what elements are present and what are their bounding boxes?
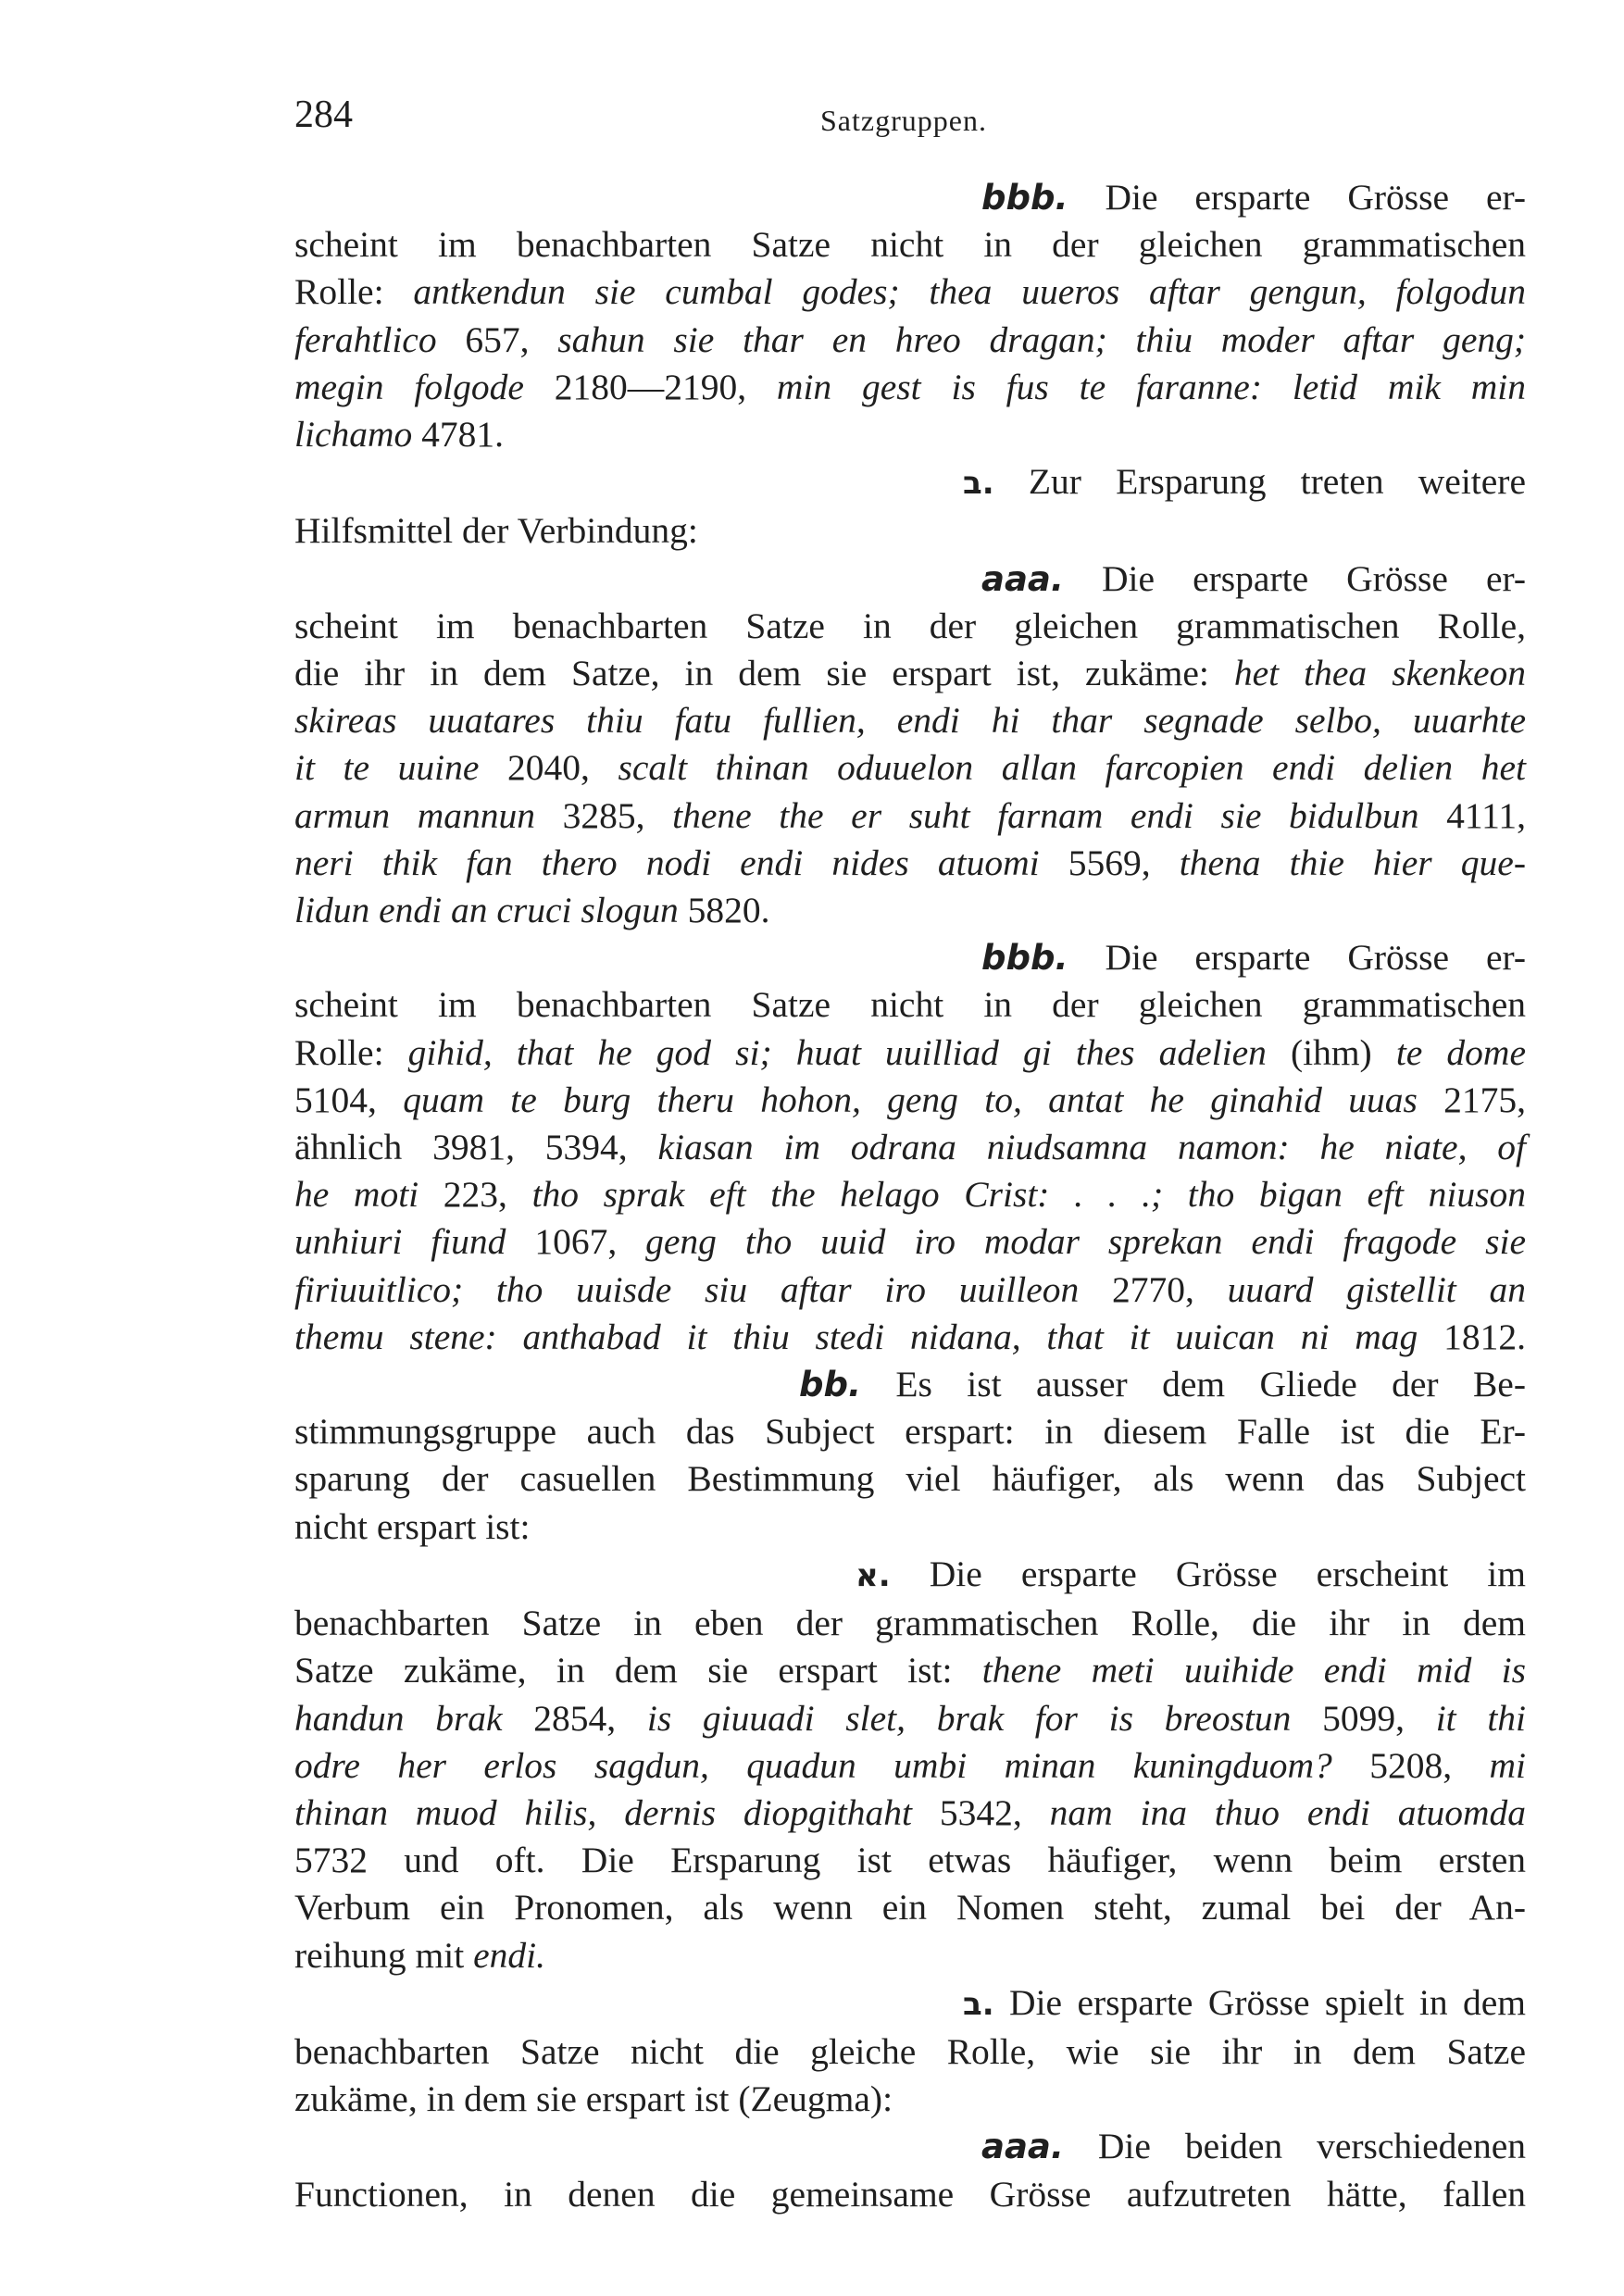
old-saxon-quote: antkendun sie cumbal godes; thea uueros aftar gengun, folgodun	[413, 271, 1526, 313]
old-saxon-quote: lidun endi an cruci slogun	[294, 890, 679, 931]
text-line	[294, 1361, 1526, 1408]
hebrew-marker: ב.	[963, 465, 994, 503]
line-text: Satze zukäme, in dem sie erspart ist:	[294, 1650, 982, 1691]
old-saxon-quote: neri thik fan thero nodi endi nides atuomi	[294, 842, 1040, 883]
line-text: Die beiden verschiedenen	[1063, 2126, 1526, 2167]
verse-number: 5208,	[1331, 1744, 1490, 1786]
old-saxon-quote: unhiuri fiund	[294, 1221, 506, 1263]
verse-number: 2854,	[502, 1697, 647, 1739]
verse-number: 4781.	[412, 414, 505, 455]
hebrew-marker: א.	[856, 1556, 891, 1594]
old-saxon-quote: endi.	[473, 1934, 545, 1976]
text-line	[294, 887, 1526, 934]
line-text: Rolle:	[294, 271, 414, 313]
text-line	[294, 697, 1526, 744]
verse-number: 5342,	[911, 1791, 1050, 1833]
line-text: Rolle:	[294, 1031, 408, 1073]
text-line	[294, 1884, 1526, 1931]
line-text: stimmungsgruppe auch das Subject erspart: in diesem Falle ist die Er-	[294, 1411, 1526, 1453]
old-saxon-quote: scalt thinan oduuelon allan farcopien endi delien het	[618, 747, 1527, 789]
text-line	[294, 1029, 1526, 1077]
section-marker: aaa.	[981, 558, 1064, 599]
verse-number: 5099,	[1291, 1697, 1436, 1739]
line-text: ähnlich 3981, 5394,	[294, 1127, 658, 1168]
text-line	[294, 1077, 1526, 1124]
text-line	[294, 650, 1526, 697]
old-saxon-quote: skireas uuatares thiu fatu fullien, endi hi thar segnade selbo, uuarhte	[294, 700, 1526, 742]
line-text: scheint im benachbarten Satze nicht in der gleichen grammatischen	[294, 224, 1526, 266]
old-saxon-quote: kiasan im odrana niudsamna namon: he niate, of	[657, 1127, 1526, 1168]
verse-number: 1067,	[506, 1221, 646, 1263]
old-saxon-quote: sahun sie thar en hreo dragan; thiu moder aftar geng;	[557, 318, 1527, 360]
text-line	[294, 221, 1526, 268]
line-text: benachbarten Satze in eben der grammatischen Rolle, die ihr in dem	[294, 1603, 1526, 1644]
text-line	[294, 1932, 1526, 1979]
text-line	[294, 1790, 1526, 1837]
text-line	[294, 981, 1526, 1029]
old-saxon-quote: mi	[1489, 1744, 1527, 1786]
old-saxon-quote: gihid, that he god si; huat uuilliad gi thes adelien	[407, 1031, 1267, 1073]
section-marker: bb.	[799, 1365, 862, 1405]
verse-number: 1812.	[1418, 1316, 1527, 1357]
old-saxon-quote: firiuuitlico; tho uuisde siu aftar iro uuilleon	[294, 1268, 1080, 1310]
line-text: Verbum ein Pronomen, als wenn ein Nomen steht, zumal bei der An-	[294, 1887, 1526, 1928]
text-line	[294, 1551, 1526, 1600]
old-saxon-quote: armun mannun	[294, 794, 536, 836]
text-line	[294, 2171, 1526, 2218]
text-line	[294, 555, 1526, 603]
verse-number: 2175,	[1417, 1079, 1527, 1120]
text-line	[294, 411, 1526, 458]
line-text: Hilfsmittel der Verbindung:	[294, 510, 698, 552]
text-line	[294, 1647, 1526, 1694]
line-text: 5732 und oft. Die Ersparung ist etwas häufiger, wenn beim ersten	[294, 1840, 1526, 1881]
text-line	[294, 1837, 1526, 1884]
section-marker: aaa.	[981, 2127, 1064, 2167]
page-header	[294, 93, 1526, 148]
section-marker: bbb.	[981, 938, 1068, 979]
text-line	[294, 603, 1526, 650]
text-line	[294, 2123, 1526, 2170]
text-line	[294, 1171, 1526, 1218]
verse-number: 4111,	[1418, 794, 1527, 836]
old-saxon-quote: nam ina thuo endi atuomda	[1049, 1791, 1526, 1833]
verse-number: 657,	[436, 318, 558, 360]
line-text: Die ersparte Grösse spielt in dem	[993, 1981, 1526, 2023]
text-line	[294, 1979, 1526, 2028]
text-line	[294, 174, 1526, 221]
old-saxon-quote: ferahtlico	[294, 318, 437, 360]
line-text: reihung mit	[294, 1934, 474, 1976]
old-saxon-quote: het thea skenkeon	[1233, 653, 1526, 694]
text-line	[294, 1124, 1526, 1171]
hebrew-marker: ב.	[963, 1985, 994, 2023]
running-title: Satzgruppen.	[820, 104, 987, 137]
line-text: Zur Ersparung treten weitere	[993, 461, 1526, 503]
verse-number: 2040,	[479, 747, 618, 789]
line-text: Es ist ausser dem Gliede der Be-	[861, 1364, 1526, 1405]
line-text: Die ersparte Grösse er-	[1068, 937, 1526, 979]
old-saxon-quote: geng tho uuid iro modar sprekan endi fragode sie	[645, 1221, 1526, 1263]
text-line	[294, 744, 1526, 792]
text-line	[294, 1504, 1526, 1551]
old-saxon-quote: quam te burg theru hohon, geng to, antat he ginahid uuas	[403, 1079, 1418, 1120]
verse-number: 2180—2190,	[523, 366, 777, 407]
text-line	[294, 268, 1526, 316]
text-line	[294, 2076, 1526, 2123]
body-text	[294, 174, 1526, 2218]
line-text: scheint im benachbarten Satze nicht in der gleichen grammatischen	[294, 984, 1526, 1026]
text-line	[294, 1408, 1526, 1455]
old-saxon-quote: themu stene: anthabad it thiu stedi nidana, that it uuican ni mag	[294, 1316, 1418, 1357]
line-text: Die ersparte Grösse er-	[1063, 557, 1526, 599]
text-line	[294, 507, 1526, 555]
text-line	[294, 1742, 1526, 1790]
text-line	[294, 364, 1526, 411]
verse-number: 5104,	[294, 1079, 404, 1120]
text-line	[294, 1455, 1526, 1503]
old-saxon-quote: he moti	[294, 1174, 419, 1216]
verse-number: 2770,	[1079, 1268, 1228, 1310]
old-saxon-quote: tho sprak eft the helago Crist: . . .; tho bigan eft niuson	[531, 1174, 1526, 1216]
page-number: 284	[294, 94, 353, 136]
text-line	[294, 1600, 1526, 1647]
old-saxon-quote: thene meti uuihide endi mid is	[981, 1650, 1526, 1691]
text-line	[294, 2028, 1526, 2076]
line-text: nicht erspart ist:	[294, 1505, 531, 1547]
text-line	[294, 934, 1526, 981]
old-saxon-quote: te dome	[1395, 1031, 1526, 1073]
line-text: zukäme, in dem sie erspart ist (Zeugma):	[294, 2078, 893, 2120]
line-text: (ihm)	[1266, 1031, 1396, 1073]
text-line	[294, 1314, 1526, 1361]
old-saxon-quote: is giuuadi slet, brak for is breostun	[646, 1697, 1292, 1739]
verse-number: 5820.	[678, 890, 770, 931]
old-saxon-quote: min gest is fus te faranne: letid mik min	[776, 366, 1526, 407]
line-text: scheint im benachbarten Satze in der gleichen grammatischen Rolle,	[294, 605, 1526, 646]
verse-number: 5569,	[1039, 842, 1180, 883]
line-text: Die ersparte Grösse erscheint im	[890, 1553, 1526, 1594]
old-saxon-quote: thinan muod hilis, dernis diopgithaht	[294, 1791, 912, 1833]
text-line	[294, 458, 1526, 507]
text-line	[294, 317, 1526, 364]
verse-number: 223,	[418, 1174, 532, 1216]
verse-number: 3285,	[535, 794, 673, 836]
line-text: benachbarten Satze nicht die gleiche Rolle, wie sie ihr in dem Satze	[294, 2030, 1526, 2072]
text-line	[294, 840, 1526, 887]
line-text: Die ersparte Grösse er-	[1068, 177, 1526, 218]
text-line	[294, 792, 1526, 840]
section-marker: bbb.	[981, 178, 1068, 218]
text-line	[294, 1218, 1526, 1266]
text-line	[294, 1267, 1526, 1314]
old-saxon-quote: handun brak	[294, 1697, 503, 1739]
line-text: die ihr in dem Satze, in dem sie erspart ist, zukäme:	[294, 653, 1234, 694]
old-saxon-quote: megin folgode	[294, 366, 524, 407]
line-text: sparung der casuellen Bestimmung viel häufiger, als wenn das Subject	[294, 1458, 1526, 1500]
old-saxon-quote: lichamo	[294, 414, 413, 455]
old-saxon-quote: odre her erlos sagdun, quadun umbi minan kuningduom?	[294, 1744, 1332, 1786]
old-saxon-quote: thena thie hier que-	[1179, 842, 1526, 883]
old-saxon-quote: thene the er suht farnam endi sie bidulbun	[672, 794, 1419, 836]
old-saxon-quote: uuard gistellit an	[1227, 1268, 1527, 1310]
old-saxon-quote: it te uuine	[294, 747, 480, 789]
old-saxon-quote: it thi	[1435, 1697, 1527, 1739]
text-line	[294, 1695, 1526, 1742]
line-text: Functionen, in denen die gemeinsame Grösse aufzutreten hätte, fallen	[294, 2173, 1526, 2215]
